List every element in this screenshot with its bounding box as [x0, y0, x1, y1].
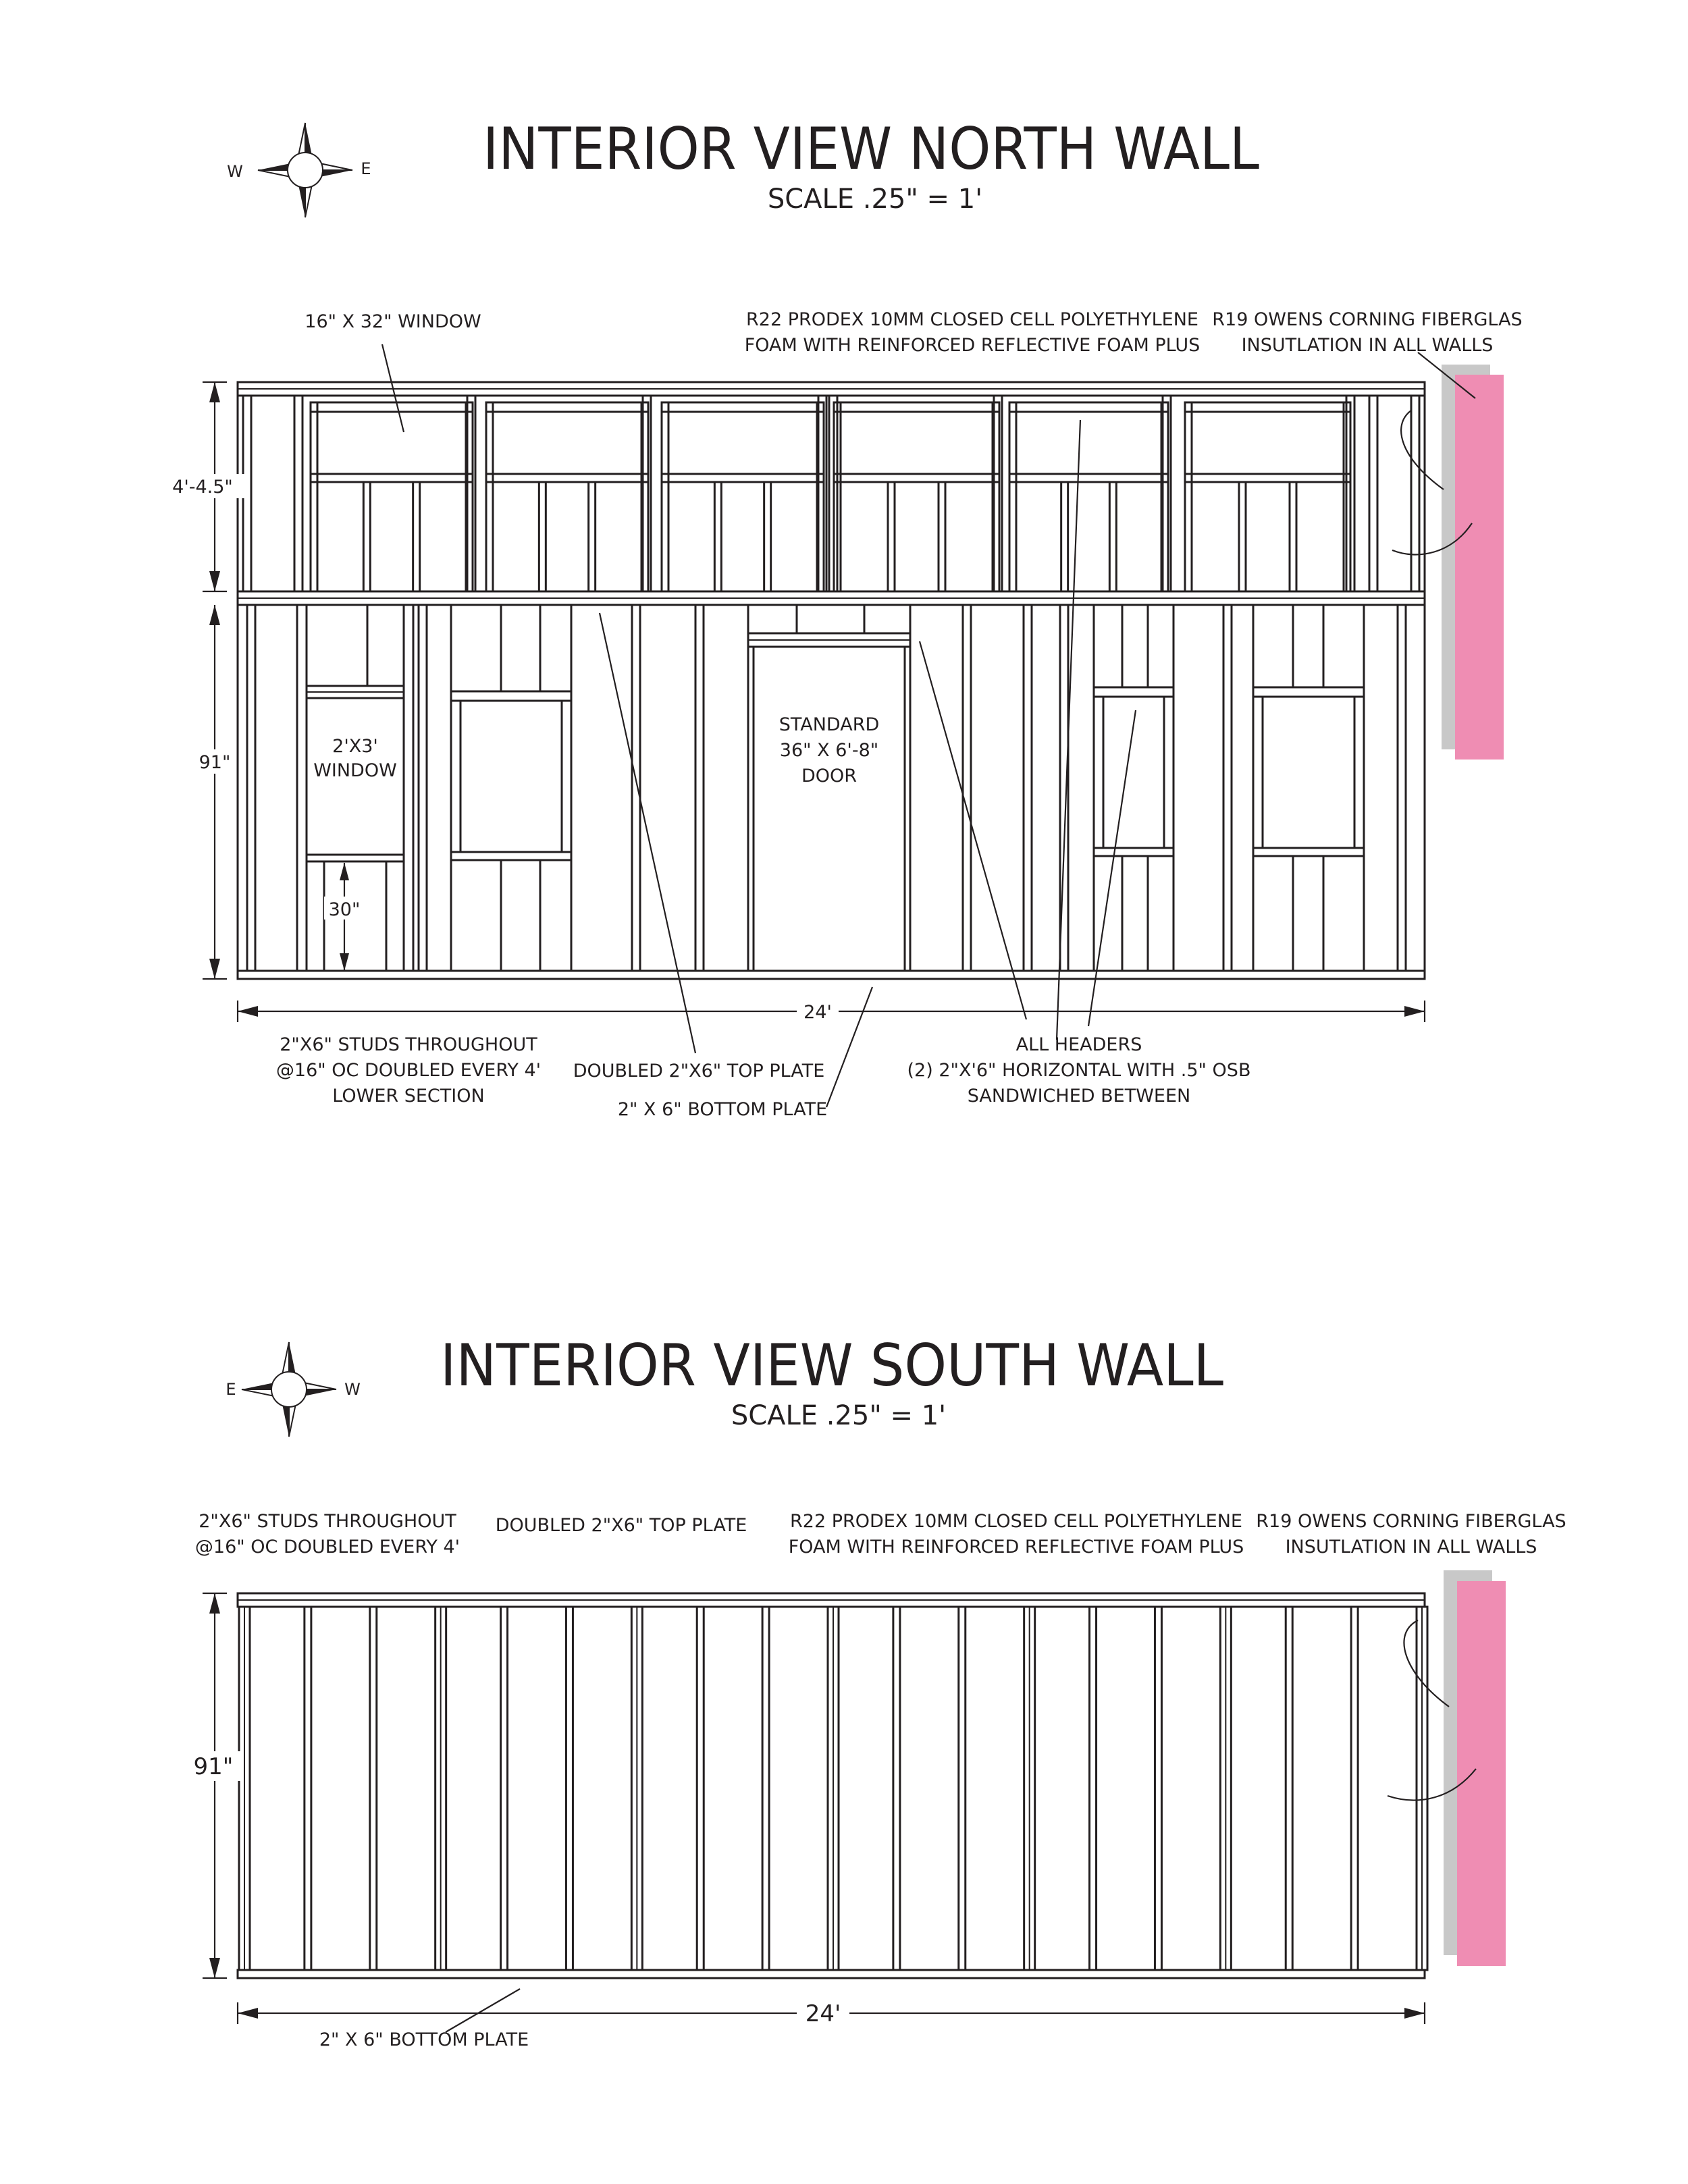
upper-window-jamb: [466, 402, 473, 591]
top-plate-label: DOUBLED 2"X6" TOP PLATE: [573, 1061, 825, 1082]
north-bottom-plate: [238, 971, 1425, 979]
headers-label-line3: SANDWICHED BETWEEN: [967, 1086, 1191, 1107]
upper-window-jamb: [662, 402, 668, 591]
door-label-line2: 36" X 6'-8": [779, 740, 879, 761]
lower-window-2-frame: [451, 605, 571, 971]
south-fiberglass-label-line2: INSUTLATION IN ALL WALLS: [1285, 1537, 1537, 1557]
south-bottom-plate-leader: [446, 1989, 520, 2032]
south-studs-label-line1: 2"X6" STUDS THROUGHOUT: [199, 1511, 456, 1532]
bottom-plate-label: 2" X 6" BOTTOM PLATE: [617, 1099, 828, 1120]
south-stud: [1155, 1607, 1161, 1970]
upper-height-value: 4'-4.5": [172, 477, 233, 498]
south-top-plate-label: DOUBLED 2"X6" TOP PLATE: [495, 1515, 747, 1536]
upper-window-jamb: [486, 402, 493, 591]
foam-leader: [1401, 410, 1444, 489]
upper-stud: [1369, 396, 1377, 591]
north-title: INTERIOR VIEW NORTH WALL: [483, 115, 1260, 183]
foam-label-line2: FOAM WITH REINFORCED REFLECTIVE FOAM PLUS: [744, 335, 1201, 356]
south-width-dimension: [238, 1998, 1425, 2028]
lower-window-4-frame: [1253, 605, 1364, 971]
window-16x32-label: 16" X 32" WINDOW: [305, 311, 481, 332]
top-plate-leader: [600, 613, 695, 1053]
upper-window-frame: [1185, 402, 1350, 591]
compass-west-label: W: [227, 162, 243, 181]
lower-stud: [963, 605, 971, 971]
upper-cripple-stud: [539, 482, 546, 591]
compass-east-label: E: [226, 1380, 236, 1399]
compass-west-label: W: [344, 1380, 361, 1399]
south-bottom-plate-label: 2" X 6" BOTTOM PLATE: [319, 2029, 529, 2050]
upper-stud: [643, 396, 651, 591]
door-label-line1: STANDARD: [779, 714, 880, 735]
south-height-dimension: [189, 1593, 240, 1978]
south-wall-frame: [238, 1593, 1427, 1978]
lower-window-3-frame: [1094, 605, 1173, 971]
upper-cripple-stud: [1239, 482, 1246, 591]
south-compass: [226, 1342, 360, 1437]
upper-height-dimension: [159, 382, 247, 591]
upper-stud: [467, 396, 475, 591]
upper-cripple-stud: [1109, 482, 1116, 591]
upper-cripple-stud: [1290, 482, 1296, 591]
upper-window-opening: [668, 412, 817, 474]
headers-label-line1: ALL HEADERS: [1016, 1034, 1142, 1055]
studs-label-line3: LOWER SECTION: [332, 1086, 485, 1107]
south-foam-label-line1: R22 PRODEX 10MM CLOSED CELL POLYETHYLENE: [790, 1511, 1242, 1532]
upper-cripple-stud: [413, 482, 420, 591]
north-wall-frame: [238, 382, 1425, 979]
lower-stud: [247, 605, 255, 971]
lower-stud: [1398, 605, 1406, 971]
upper-window-jamb: [993, 402, 999, 591]
lower-height-dimension: [196, 605, 236, 979]
south-stud: [305, 1607, 311, 1970]
window-2x3-label-line1: 2'X3': [332, 736, 378, 757]
compass-rose-icon: [242, 1342, 336, 1437]
south-studs-label-line2: @16" OC DOUBLED EVERY 4': [194, 1537, 460, 1557]
south-stud: [501, 1607, 508, 1970]
compass-east-label: E: [361, 159, 371, 178]
studs-label-line2: @16" OC DOUBLED EVERY 4': [275, 1060, 542, 1081]
lower-stud: [1223, 605, 1232, 971]
north-width-dimension: [238, 999, 1425, 1023]
south-stud: [566, 1607, 573, 1970]
window-2x3-label-line2: WINDOW: [313, 760, 397, 781]
north-wall-view: [159, 115, 1523, 1120]
upper-window-opening: [317, 412, 466, 474]
south-stud: [370, 1607, 377, 1970]
upper-cripple-stud: [589, 482, 596, 591]
upper-window-frame: [1009, 402, 1168, 591]
upper-window-opening: [493, 412, 641, 474]
north-compass: [227, 123, 371, 217]
upper-cripple-stud: [1061, 482, 1068, 591]
door-label-line3: DOOR: [801, 766, 858, 787]
header-leader-door: [920, 641, 1026, 1019]
sill-height-dimension: [324, 863, 365, 971]
upper-cripple-stud: [714, 482, 721, 591]
north-scale: SCALE .25" = 1': [767, 184, 983, 215]
south-width-value: 24': [805, 2000, 841, 2027]
lower-stud: [1024, 605, 1032, 971]
upper-window-opening: [841, 412, 993, 474]
lower-height-value: 91": [199, 752, 231, 773]
south-stud: [1286, 1607, 1292, 1970]
north-fiberglass-sheet: [1455, 375, 1504, 760]
upper-window-jamb: [641, 402, 648, 591]
south-stud: [959, 1607, 966, 1970]
lower-stud: [419, 605, 427, 971]
upper-cripple-stud: [888, 482, 895, 591]
foam-label-line1: R22 PRODEX 10MM CLOSED CELL POLYETHYLENE: [746, 309, 1198, 330]
upper-window-jamb: [311, 402, 317, 591]
south-height-value: 91": [193, 1753, 234, 1780]
south-foam-label-line2: FOAM WITH REINFORCED REFLECTIVE FOAM PLUS: [788, 1537, 1244, 1557]
lower-section-studs: [247, 605, 1406, 971]
south-stud: [1351, 1607, 1358, 1970]
upper-window-frame: [486, 402, 648, 591]
upper-stud: [294, 396, 302, 591]
upper-stud: [818, 396, 826, 591]
upper-window-jamb: [1009, 402, 1016, 591]
upper-cripple-stud: [939, 482, 945, 591]
upper-cripple-stud: [363, 482, 370, 591]
upper-window-opening: [1016, 412, 1161, 474]
south-title: INTERIOR VIEW SOUTH WALL: [440, 1332, 1224, 1400]
upper-stud: [994, 396, 1002, 591]
south-fiberglass-label-line1: R19 OWENS CORNING FIBERGLAS: [1256, 1511, 1566, 1532]
upper-window-frame: [311, 402, 473, 591]
upper-window-opening: [1192, 412, 1344, 474]
upper-window-jamb: [817, 402, 824, 591]
fiberglass-label-line2: INSUTLATION IN ALL WALLS: [1241, 335, 1494, 356]
lower-stud: [632, 605, 640, 971]
upper-cripple-stud: [764, 482, 771, 591]
north-width-value: 24': [803, 1002, 832, 1023]
upper-window-jamb: [1185, 402, 1192, 591]
sill-height-value: 30": [328, 899, 361, 920]
headers-label-line2: (2) 2"X'6" HORIZONTAL WITH .5" OSB: [907, 1060, 1251, 1081]
lower-stud: [695, 605, 704, 971]
fiberglass-label-line1: R19 OWENS CORNING FIBERGLAS: [1212, 309, 1523, 330]
south-studs: [239, 1607, 1427, 1970]
south-stud: [762, 1607, 769, 1970]
south-bottom-plate: [238, 1970, 1425, 1978]
south-scale: SCALE .25" = 1': [731, 1400, 947, 1431]
south-wall-view: [189, 1332, 1566, 2050]
upper-window-frame: [662, 402, 824, 591]
south-stud: [893, 1607, 900, 1970]
upper-section-windows: [311, 402, 1350, 591]
door-frame: [748, 605, 910, 971]
south-fiberglass-sheet: [1457, 1581, 1506, 1966]
upper-window-frame: [834, 402, 999, 591]
south-stud: [697, 1607, 704, 1970]
compass-rose-icon: [258, 123, 352, 217]
upper-stud: [1411, 396, 1419, 591]
upper-window-jamb: [1161, 402, 1168, 591]
south-stud: [1090, 1607, 1097, 1970]
door-opening: [754, 647, 905, 971]
upper-stud: [1163, 396, 1171, 591]
studs-label-line1: 2"X6" STUDS THROUGHOUT: [280, 1034, 537, 1055]
